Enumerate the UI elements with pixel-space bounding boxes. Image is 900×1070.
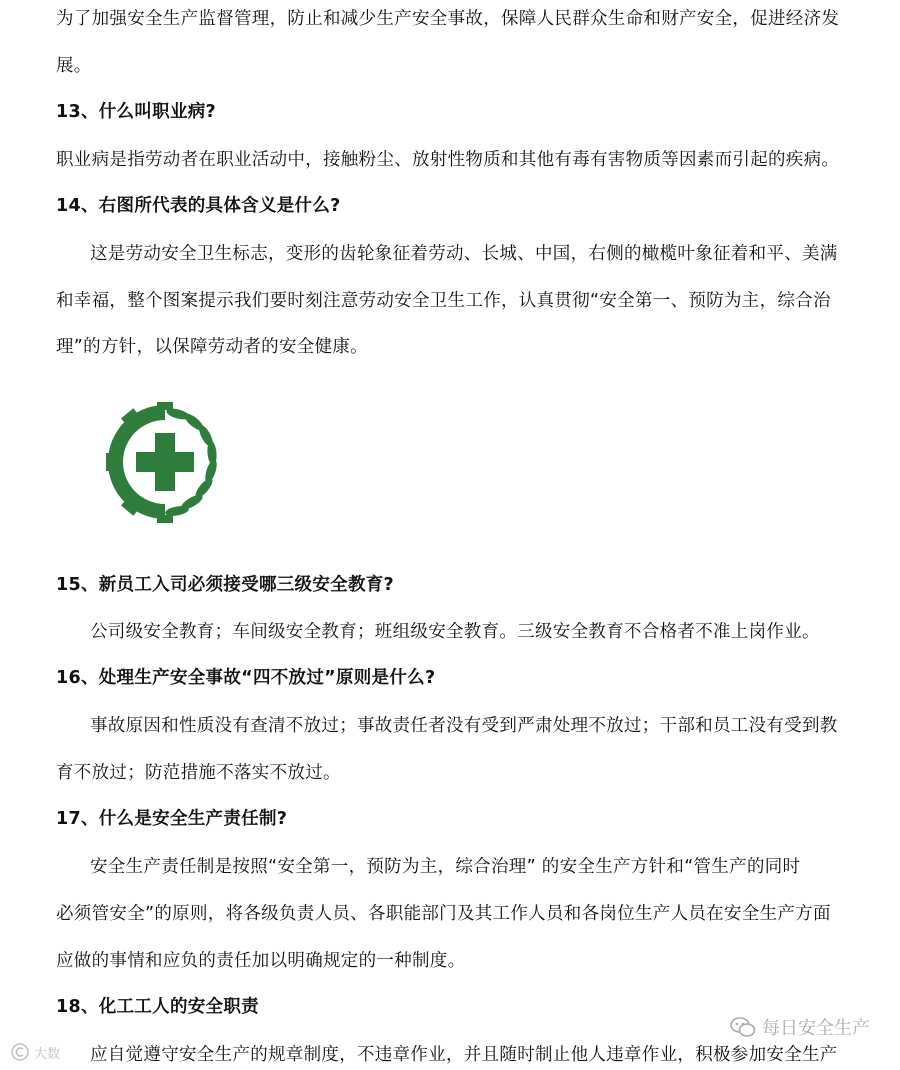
- copyright-icon: [10, 1042, 30, 1062]
- answer-line: 应自觉遵守安全生产的规章制度，不违章作业，并且随时制止他人违章作业，积极参加安全生产: [90, 1045, 838, 1065]
- question-heading-16: 16、处理生产安全事故“四不放过”原则是什么?: [56, 668, 436, 688]
- answer-line: 必须管安全”的原则，将各级负责人员、各职能部门及其工作人员和各岗位生产人员在安全生产方面: [56, 904, 831, 924]
- question-heading-18: 18、化工工人的安全职责: [56, 997, 259, 1017]
- labor-safety-emblem-icon: [103, 400, 228, 525]
- question-heading-17: 17、什么是安全生产责任制?: [56, 809, 288, 829]
- answer-line: 和幸福，整个图案提示我们要时刻注意劳动安全卫生工作，认真贯彻“安全第一、预防为主，综合治: [56, 291, 831, 311]
- answer-line: 事故原因和性质没有查清不放过；事故责任者没有受到严肃处理不放过；干部和员工没有受到教: [90, 716, 838, 736]
- wechat-icon: [730, 1016, 756, 1038]
- watermark-text: 每日安全生产: [762, 1018, 870, 1039]
- question-heading-13: 13、什么叫职业病?: [56, 102, 217, 122]
- answer-line: 应做的事情和应负的责任加以明确规定的一种制度。: [56, 951, 466, 971]
- answer-line: 安全生产责任制是按照“安全第一，预防为主，综合治理” 的安全生产方针和“管生产的同时: [90, 857, 801, 877]
- watermark: [730, 1012, 870, 1042]
- watermark-left: [10, 1040, 60, 1064]
- question-heading-14: 14、右图所代表的具体含义是什么?: [56, 196, 341, 216]
- answer-line: 理”的方针，以保障劳动者的安全健康。: [56, 337, 368, 357]
- answer-line: 职业病是指劳动者在职业活动中，接触粉尘、放射性物质和其他有毒有害物质等因素而引起的疾病。: [56, 150, 840, 170]
- watermark-left-text: 大数: [34, 1046, 61, 1062]
- answer-line: 育不放过；防范措施不落实不放过。: [56, 763, 341, 783]
- paragraph-line: 为了加强安全生产监督管理，防止和减少生产安全事故，保障人民群众生命和财产安全，促进经济发: [56, 9, 840, 29]
- paragraph-line: 展。: [56, 56, 92, 76]
- answer-line: 这是劳动安全卫生标志，变形的齿轮象征着劳动、长城、中国，右侧的橄榄叶象征着和平、美满: [90, 244, 838, 264]
- question-heading-15: 15、新员工入司必须接受哪三级安全教育?: [56, 575, 395, 595]
- answer-line: 公司级安全教育；车间级安全教育；班组级安全教育。三级安全教育不合格者不准上岗作业。: [90, 622, 820, 642]
